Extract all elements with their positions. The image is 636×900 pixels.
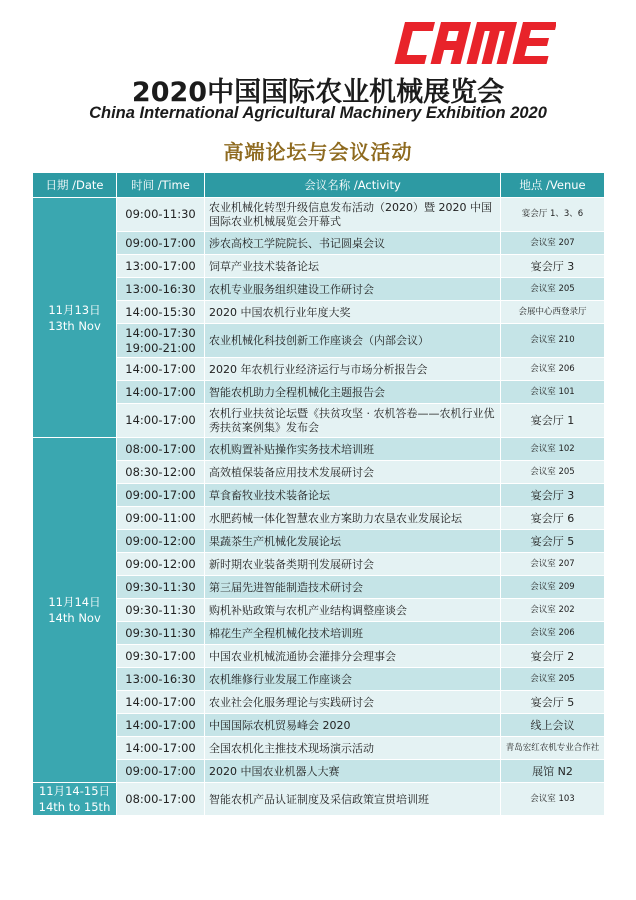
time-cell (117, 668, 205, 691)
table-row (33, 507, 605, 530)
venue-cell: 会议室 206 (501, 358, 605, 381)
time-value: 14:00-17:00 (125, 694, 196, 709)
venue-cell: 会议室 202 (501, 599, 605, 622)
time-cell (117, 255, 205, 278)
activity-cell: 第三届先进智能制造技术研讨会 (205, 576, 501, 599)
table-row (33, 404, 605, 438)
venue-cell: 会议室 205 (501, 278, 605, 301)
date-cell (33, 783, 117, 816)
column-header-venue: 地点 /Venue (501, 173, 605, 198)
column-header-activity: 会议名称 /Activity (205, 173, 501, 198)
came-logo (384, 18, 556, 68)
activity-cell: 涉农高校工学院院长、书记圆桌会议 (205, 232, 501, 255)
venue-cell: 会议室 205 (501, 461, 605, 484)
time-cell (117, 760, 205, 783)
time-cell (117, 599, 205, 622)
table-row (33, 301, 605, 324)
activity-cell: 新时期农业装备类期刊发展研讨会 (205, 553, 501, 576)
time-cell (117, 622, 205, 645)
activity-cell: 中国农业机械流通协会灌排分会理事会 (205, 645, 501, 668)
venue-cell: 会议室 103 (501, 783, 605, 816)
time-cell (117, 553, 205, 576)
activity-cell: 购机补贴政策与农机产业结构调整座谈会 (205, 599, 501, 622)
time-value: 13:00-17:00 (125, 258, 196, 273)
time-value: 09:00-11:00 (125, 510, 196, 525)
table-row (33, 691, 605, 714)
section-subtitle: 高端论坛与会议活动 (223, 140, 413, 164)
activity-cell: 农业机械化科技创新工作座谈会（内部会议） (205, 324, 501, 358)
venue-cell: 会议室 210 (501, 324, 605, 358)
time-value: 08:00-17:00 (125, 791, 196, 806)
time-cell (117, 645, 205, 668)
time-value-2: 19:00-21:00 (125, 340, 196, 355)
table-row (33, 232, 605, 255)
column-header-date: 日期 /Date (33, 173, 117, 198)
time-cell (117, 278, 205, 301)
schedule-body (33, 198, 605, 816)
time-cell (117, 381, 205, 404)
date-en: 13th Nov (48, 318, 101, 333)
venue-cell: 线上会议 (501, 714, 605, 737)
table-row (33, 599, 605, 622)
venue-cell: 会议室 101 (501, 381, 605, 404)
table-row (33, 484, 605, 507)
time-value: 09:30-11:30 (125, 579, 196, 594)
time-value: 14:00-17:00 (125, 740, 196, 755)
activity-cell: 果蔬茶生产机械化发展论坛 (205, 530, 501, 553)
time-value: 13:00-16:30 (125, 671, 196, 686)
time-value: 14:00-17:00 (125, 384, 196, 399)
table-row (33, 553, 605, 576)
time-cell (117, 484, 205, 507)
activity-cell: 全国农机化主推技术现场演示活动 (205, 737, 501, 760)
venue-cell: 宴会厅 6 (501, 507, 605, 530)
venue-cell: 会议室 207 (501, 232, 605, 255)
time-cell (117, 691, 205, 714)
activity-cell: 农机行业扶贫论坛暨《扶贫攻坚 · 农机答卷——农机行业优秀扶贫案例集》发布会 (205, 404, 501, 438)
activity-cell: 草食畜牧业技术装备论坛 (205, 484, 501, 507)
activity-cell: 2020 中国农机行业年度大奖 (205, 301, 501, 324)
time-value: 09:00-11:30 (125, 207, 196, 221)
venue-cell: 会议室 207 (501, 553, 605, 576)
time-value: 09:30-17:00 (125, 648, 196, 663)
time-cell (117, 301, 205, 324)
venue-cell: 宴会厅 3 (501, 484, 605, 507)
time-value: 09:00-12:00 (125, 533, 196, 548)
time-cell (117, 198, 205, 232)
venue-cell: 宴会厅 2 (501, 645, 605, 668)
time-value: 08:00-17:00 (125, 441, 196, 456)
activity-cell: 高效植保装备应用技术发展研讨会 (205, 461, 501, 484)
table-row (33, 622, 605, 645)
venue-cell: 宴会厅 5 (501, 530, 605, 553)
venue-cell: 宴会厅 1、3、6 (501, 198, 605, 232)
time-cell (117, 576, 205, 599)
time-value: 09:00-17:00 (125, 763, 196, 778)
venue-cell: 展馆 N2 (501, 760, 605, 783)
venue-cell: 宴会厅 3 (501, 255, 605, 278)
table-row (33, 668, 605, 691)
time-value: 08:30-12:00 (125, 464, 196, 479)
time-cell (117, 404, 205, 438)
date-cn: 11月14日 (48, 595, 101, 609)
table-header-row (33, 173, 605, 198)
time-value: 09:00-17:00 (125, 487, 196, 502)
activity-cell: 农机购置补贴操作实务技术培训班 (205, 438, 501, 461)
date-en: 14th Nov (48, 611, 101, 625)
time-value: 14:00-17:00 (125, 413, 196, 427)
venue-cell: 会议室 205 (501, 668, 605, 691)
time-cell (117, 461, 205, 484)
activity-cell: 农业机械化转型升级信息发布活动（2020）暨 2020 中国国际农业机械展览会开幕式 (205, 198, 501, 232)
time-value: 14:00-17:00 (125, 717, 196, 732)
time-value: 09:00-12:00 (125, 556, 196, 571)
venue-cell: 会议室 206 (501, 622, 605, 645)
time-value: 14:00-17:30 (125, 325, 196, 340)
table-row (33, 530, 605, 553)
time-cell (117, 507, 205, 530)
venue-cell: 会议室 102 (501, 438, 605, 461)
time-value: 14:00-17:00 (125, 361, 196, 376)
schedule-table (32, 172, 605, 816)
time-cell (117, 438, 205, 461)
time-value: 09:30-11:30 (125, 602, 196, 617)
time-value: 13:00-16:30 (125, 281, 196, 296)
table-row (33, 278, 605, 301)
date-cell (33, 198, 117, 438)
table-row (33, 714, 605, 737)
activity-cell: 水肥药械一体化智慧农业方案助力农垦农业发展论坛 (205, 507, 501, 530)
venue-cell: 会议室 209 (501, 576, 605, 599)
activity-cell: 2020 年农机行业经济运行与市场分析报告会 (205, 358, 501, 381)
time-cell (117, 714, 205, 737)
time-value: 14:00-15:30 (125, 304, 196, 319)
table-row (33, 358, 605, 381)
table-row (33, 324, 605, 358)
venue-cell: 宴会厅 1 (501, 404, 605, 438)
time-cell (117, 358, 205, 381)
table-row (33, 645, 605, 668)
exhibition-title-cn: 2020中国国际农业机械展览会 (131, 77, 505, 108)
table-row (33, 255, 605, 278)
activity-cell: 农机维修行业发展工作座谈会 (205, 668, 501, 691)
time-value: 09:00-17:00 (125, 235, 196, 250)
date-cell (33, 438, 117, 783)
activity-cell: 智能农机助力全程机械化主题报告会 (205, 381, 501, 404)
date-en: 14th to 15th (38, 800, 111, 814)
table-row (33, 198, 605, 232)
activity-cell: 2020 中国农业机器人大赛 (205, 760, 501, 783)
table-row (33, 737, 605, 760)
table-row (33, 461, 605, 484)
table-row (33, 760, 605, 783)
activity-cell: 农机专业服务组织建设工作研讨会 (205, 278, 501, 301)
venue-cell: 宴会厅 5 (501, 691, 605, 714)
venue-cell: 会展中心西登录厅 (501, 301, 605, 324)
time-cell (117, 783, 205, 816)
time-cell (117, 737, 205, 760)
time-cell (117, 232, 205, 255)
activity-cell: 棉花生产全程机械化技术培训班 (205, 622, 501, 645)
time-cell (117, 324, 205, 358)
date-cn: 11月13日 (48, 302, 101, 317)
table-row (33, 783, 605, 816)
time-value: 09:30-11:30 (125, 625, 196, 640)
table-row (33, 576, 605, 599)
activity-cell: 饲草产业技术装备论坛 (205, 255, 501, 278)
date-cn: 11月14-15日 (38, 784, 111, 798)
table-row (33, 438, 605, 461)
time-cell (117, 530, 205, 553)
column-header-time: 时间 /Time (117, 173, 205, 198)
venue-cell: 青岛宏红农机专业合作社 (501, 737, 605, 760)
activity-cell: 农业社会化服务理论与实践研讨会 (205, 691, 501, 714)
exhibition-title-en: China International Agricultural Machinery Exhibition 2020 (89, 104, 547, 122)
activity-cell: 中国国际农机贸易峰会 2020 (205, 714, 501, 737)
table-row (33, 381, 605, 404)
activity-cell: 智能农机产品认证制度及采信政策宣贯培训班 (205, 783, 501, 816)
